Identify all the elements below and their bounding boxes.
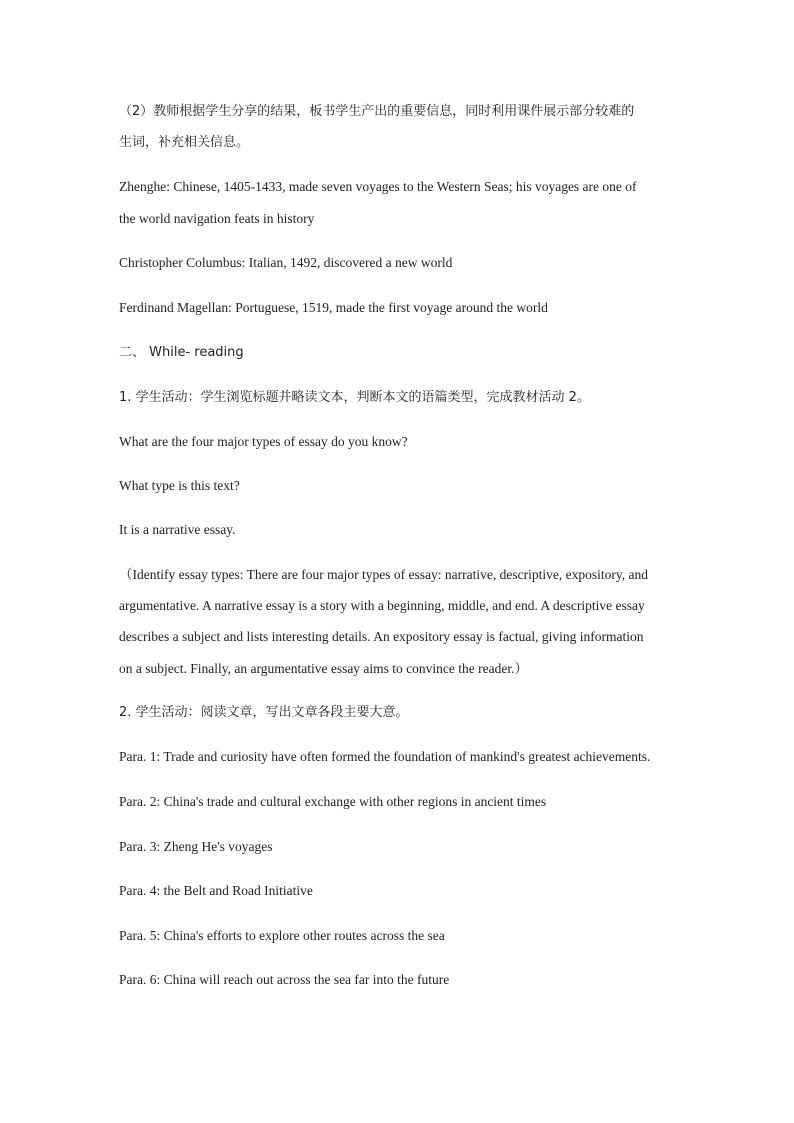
section-heading-while-reading: 二、 While- reading xyxy=(119,345,244,360)
activity-2-instruction: 2. 学生活动：阅读文章，写出文章各段主要大意。 xyxy=(119,705,409,720)
essay-types-note-line-3: describes a subject and lists interesting details. An expository essay is factual, giving information xyxy=(119,629,644,644)
essay-types-note-line-1: （Identify essay types: There are four major types of essay: narrative, descriptive, expository, and xyxy=(119,567,648,582)
zhenghe-line-1: Zhenghe: Chinese, 1405-1433, made seven voyages to the Western Seas; his voyages are one of xyxy=(119,179,637,194)
activity-1-instruction: 1. 学生活动：学生浏览标题并略读文本，判断本文的语篇类型，完成教材活动 2。 xyxy=(119,390,590,405)
paragraph-summary-5: Para. 5: China's efforts to explore other routes across the sea xyxy=(119,928,445,943)
paragraph-summary-2: Para. 2: China's trade and cultural exchange with other regions in ancient times xyxy=(119,794,547,809)
zhenghe-line-2: the world navigation feats in history xyxy=(119,211,315,226)
activity-1-question-2: What type is this text? xyxy=(119,478,240,493)
paragraph-summary-4: Para. 4: the Belt and Road Initiative xyxy=(119,883,313,898)
intro-line-1: （2）教师根据学生分享的结果，板书学生产出的重要信息，同时利用课件展示部分较难的 xyxy=(119,104,635,119)
essay-types-note-line-4: on a subject. Finally, an argumentative essay aims to convince the reader.） xyxy=(119,661,529,676)
paragraph-summary-6: Para. 6: China will reach out across the sea far into the future xyxy=(119,972,450,987)
paragraph-summary-3: Para. 3: Zheng He's voyages xyxy=(119,839,273,854)
magellan-line: Ferdinand Magellan: Portuguese, 1519, made the first voyage around the world xyxy=(119,300,548,315)
activity-1-question-1: What are the four major types of essay do you know? xyxy=(119,434,408,449)
intro-line-2: 生词，补充相关信息。 xyxy=(119,135,250,150)
essay-types-note-line-2: argumentative. A narrative essay is a story with a beginning, middle, and end. A descriptive essay xyxy=(119,598,645,613)
paragraph-summary-1: Para. 1: Trade and curiosity have often formed the foundation of mankind's greatest achievements. xyxy=(119,749,651,764)
activity-1-answer: It is a narrative essay. xyxy=(119,522,236,537)
columbus-line: Christopher Columbus: Italian, 1492, discovered a new world xyxy=(119,255,453,270)
